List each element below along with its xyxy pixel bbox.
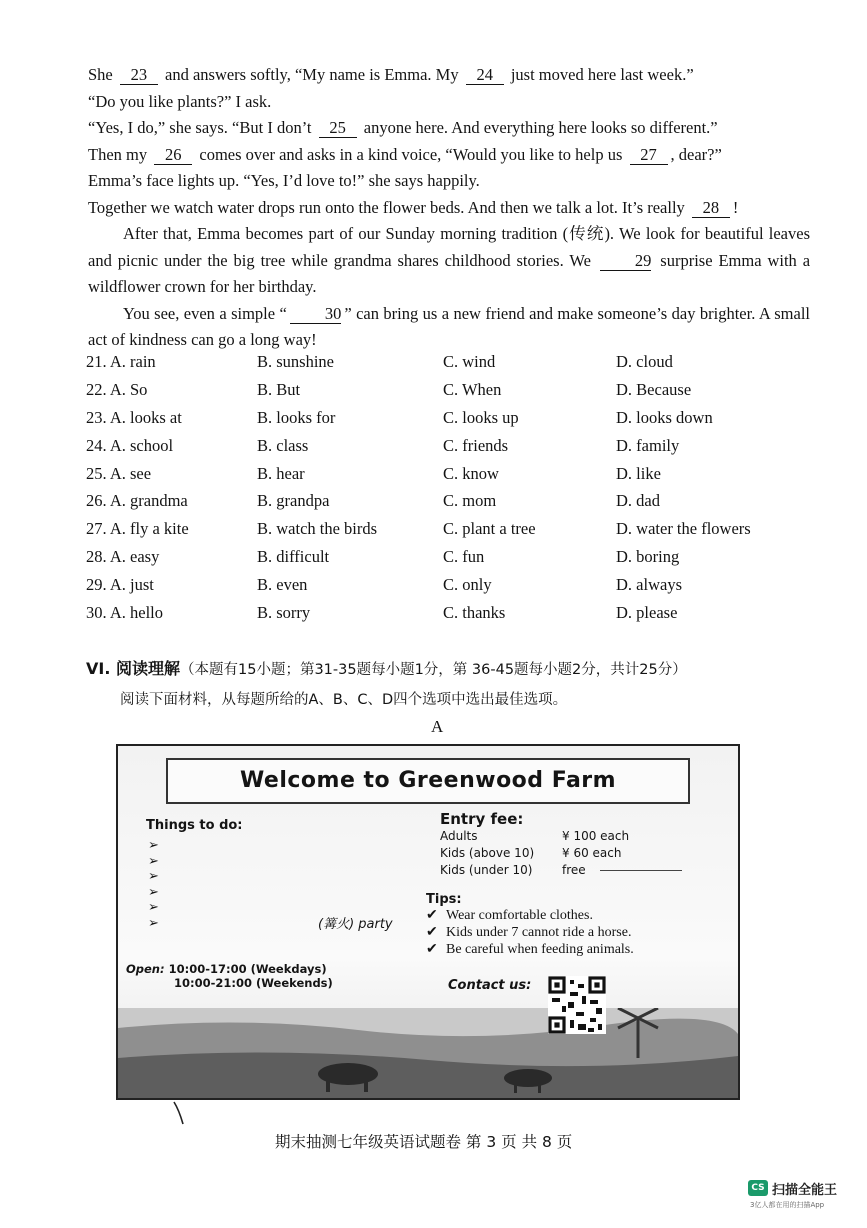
bonfire-party-item: (篝火) party: [318, 917, 393, 932]
blank-23: 23: [120, 66, 158, 85]
blank-29: 29: [600, 252, 652, 271]
option-row: 24. A. school B. class C. friends D. family: [86, 435, 680, 455]
passage-line: “Do you like plants?” I ask.: [88, 91, 272, 111]
scanner-app-name: 扫描全能王: [772, 1183, 838, 1198]
things-to-do-list: [148, 838, 159, 931]
blank-28: 28: [692, 199, 730, 218]
contact-label: Contact us:: [448, 978, 532, 993]
passage-paragraph: You see, even a simple “ 30 ” can bring us a new friend and make someone’s day brighter. A small act of kindness can go a long way!: [88, 303, 810, 349]
passage-line: Emma’s face lights up. “Yes, I’d love to!” she says happily.: [88, 171, 480, 190]
section-score-note: （本题有15小题；第31-35题每小题1分，第 36-45题每小题2分，共计25分）: [180, 662, 687, 678]
passage-line: She 23 and answers softly, “My name is Emma. My 24 just moved here last week.”: [88, 65, 694, 84]
scanner-tagline: 3亿人都在用的扫描App: [750, 1201, 825, 1209]
poster-title: Welcome to Greenwood Farm: [239, 768, 617, 793]
arrow-bullet-icon: ➢: [148, 915, 159, 931]
entry-fee-title: Entry fee:: [440, 810, 524, 828]
blank-26: 26: [154, 146, 192, 165]
blank-27: 27: [630, 146, 668, 165]
tip-item: ✔ Be careful when feeding animals.: [426, 942, 634, 957]
entry-fee: [440, 810, 630, 879]
opening-hours: Open: 10:00-17:00 (Weekdays) 10:00-21:00 (Weekends): [126, 962, 333, 990]
tip-item: ✔ Kids under 7 cannot ride a horse.: [426, 925, 632, 940]
option-row: 30. A. hello B. sorry C. thanks D. please: [86, 603, 678, 623]
passage-line: Then my 26 comes over and asks in a kind voice, “Would you like to help us 27 , dear?”: [88, 144, 722, 164]
tips-title: Tips:: [426, 892, 462, 907]
option-row: 28. A. easy B. difficult C. fun D. boring: [86, 547, 680, 567]
cloze-passage: [88, 62, 810, 354]
arrow-bullet-icon: ➢: [148, 853, 159, 869]
passage-letter: A: [431, 717, 444, 736]
blank-25: 25: [319, 119, 357, 138]
blank-30: 30: [290, 305, 342, 324]
arrow-bullet-icon: ➢: [148, 838, 159, 853]
fee-row: Adults ¥ 100 each: [440, 829, 630, 843]
poster-banner: [166, 758, 690, 804]
tips-section: [426, 892, 634, 958]
option-row: 25. A. see B. hear C. know D. like: [86, 463, 661, 483]
farm-scene-illustration: [118, 1008, 738, 1098]
qr-code-icon: [548, 976, 606, 1034]
checkmark-icon: ✔: [426, 942, 438, 957]
arrow-bullet-icon: ➢: [148, 884, 159, 900]
option-row: 21. A. rain B. sunshine C. wind D. cloud: [86, 352, 673, 371]
option-row: 26. A. grandma B. grandpa C. mom D. dad: [86, 491, 660, 511]
option-row: 29. A. just B. even C. only D. always: [86, 575, 682, 595]
section-title: VI. 阅读理解（本题有15小题；第31-35题每小题1分，第 36-45题每小题2分，共计25分）: [86, 659, 687, 678]
page-footer: 期末抽测七年级英语试题卷 第 3 页 共 8 页: [275, 1133, 573, 1151]
passage-line: Together we watch water drops run onto the flower beds. And then we talk a lot. It’s really 28 !: [88, 197, 739, 217]
arrow-bullet-icon: ➢: [148, 869, 159, 884]
fee-row: Kids (under 10) free: [440, 862, 523, 879]
option-row: 22. A. So B. But C. When D. Because: [86, 379, 692, 399]
fee-row: Kids (above 10) ¥ 60 each: [440, 846, 622, 860]
checkmark-icon: ✔: [426, 925, 438, 940]
fee-underline: [600, 870, 682, 871]
option-row: 27. A. fly a kite B. watch the birds C. plant a tree D. water the flowers: [86, 519, 751, 539]
answer-options: [86, 348, 806, 627]
arrow-bullet-icon: ➢: [148, 900, 159, 915]
section-instruction: 阅读下面材料，从每题所给的A、B、C、D四个选项中选出最佳选项。: [120, 692, 568, 708]
scanner-logo-icon: CS: [748, 1180, 768, 1196]
pen-mark: [170, 1100, 190, 1128]
things-to-do-title: Things to do:: [146, 818, 243, 833]
passage-paragraph: After that, Emma becomes part of our Sunday morning tradition (传统). We look for beautiful leaves and picnic under the big tree while grandma shares childhood stories. We 29 surprise Emma with a wildflower crown for her birthday.: [88, 224, 811, 296]
checkmark-icon: ✔: [426, 908, 438, 923]
blank-24: 24: [466, 66, 504, 85]
option-row: 23. A. looks at B. looks for C. looks up D. looks down: [86, 407, 713, 427]
tip-item: ✔ Wear comfortable clothes.: [426, 908, 593, 923]
passage-line: “Yes, I do,” she says. “But I don’t 25 anyone here. And everything here looks so different.”: [88, 118, 718, 137]
farm-poster: [116, 744, 740, 1100]
